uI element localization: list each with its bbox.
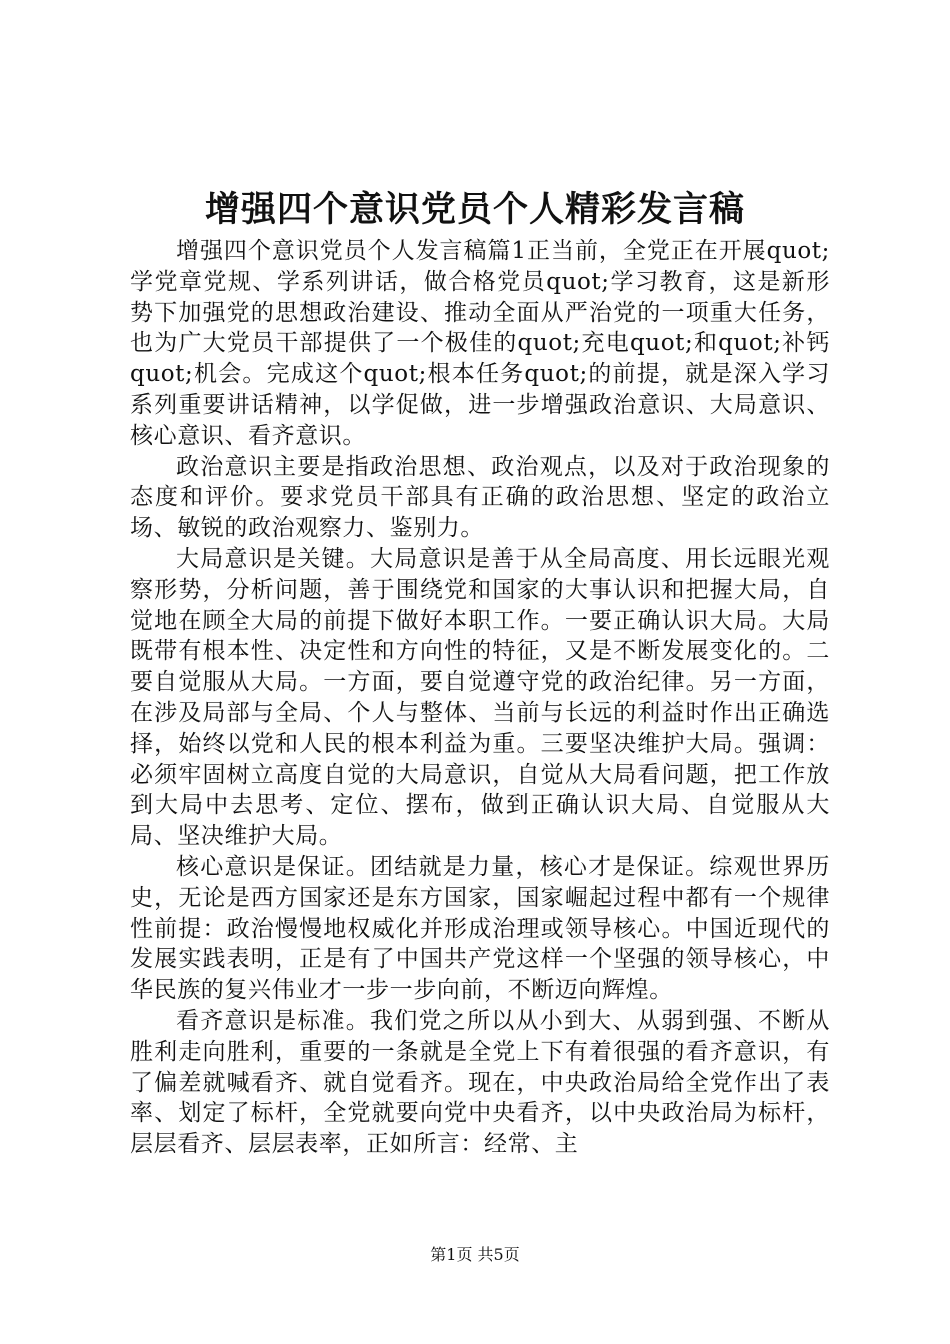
document-body	[130, 236, 830, 1160]
document-title: 增强四个意识党员个人精彩发言稿	[204, 189, 745, 230]
page-number-footer: 第1页 共5页	[430, 1245, 520, 1264]
paragraph-core-awareness: 核心意识是保证。团结就是力量，核心才是保证。综观世界历史，无论是西方国家还是东方国家，国家崛起过程中都有一个规律性前提：政治慢慢地权威化并形成治理或领导核心。中国近现代的发展实践表明，正是有了中国共产党这样一个坚强的领导核心，中华民族的复兴伟业才一步一步向前，不断迈向辉煌。	[130, 853, 830, 1004]
paragraph-overall-awareness: 大局意识是关键。大局意识是善于从全局高度、用长远眼光观察形势，分析问题，善于围绕党和国家的大事认识和把握大局，自觉地在顾全大局的前提下做好本职工作。一要正确认识大局。大局既带有根本性、决定性和方向性的特征，又是不断发展变化的。二要自觉服从大局。一方面，要自觉遵守党的政治纪律。另一方面，在涉及局部与全局、个人与整体、当前与长远的利益时作出正确选择，始终以党和人民的根本利益为重。三要坚决维护大局。强调：必须牢固树立高度自觉的大局意识，自觉从大局看问题，把工作放到大局中去思考、定位、摆布，做到正确认识大局、自觉服从大局、坚决维护大局。	[130, 545, 830, 850]
paragraph-political-awareness: 政治意识主要是指政治思想、政治观点，以及对于政治现象的态度和评价。要求党员干部具有正确的政治思想、坚定的政治立场、敏锐的政治观察力、鉴别力。	[130, 453, 830, 542]
paragraph-alignment-awareness: 看齐意识是标准。我们党之所以从小到大、从弱到强、不断从胜利走向胜利，重要的一条就是全党上下有着很强的看齐意识，有了偏差就喊看齐、就自觉看齐。现在，中央政治局给全党作出了表率、划定了标杆，全党就要向党中央看齐，以中央政治局为标杆，层层看齐、层层表率，正如所言：经常、主	[130, 1007, 830, 1158]
paragraph-intro: 增强四个意识党员个人发言稿篇1正当前，全党正在开展quot;学党章党规、学系列讲话，做合格党员quot;学习教育，这是新形势下加强党的思想政治建设、推动全面从严治党的一项重大任务，也为广大党员干部提供了一个极佳的quot;充电quot;和quot;补钙quot;机会。完成这个quot;根本任务quot;的前提，就是深入学习系列重要讲话精神，以学促做，进一步增强政治意识、大局意识、核心意识、看齐意识。	[130, 238, 830, 449]
